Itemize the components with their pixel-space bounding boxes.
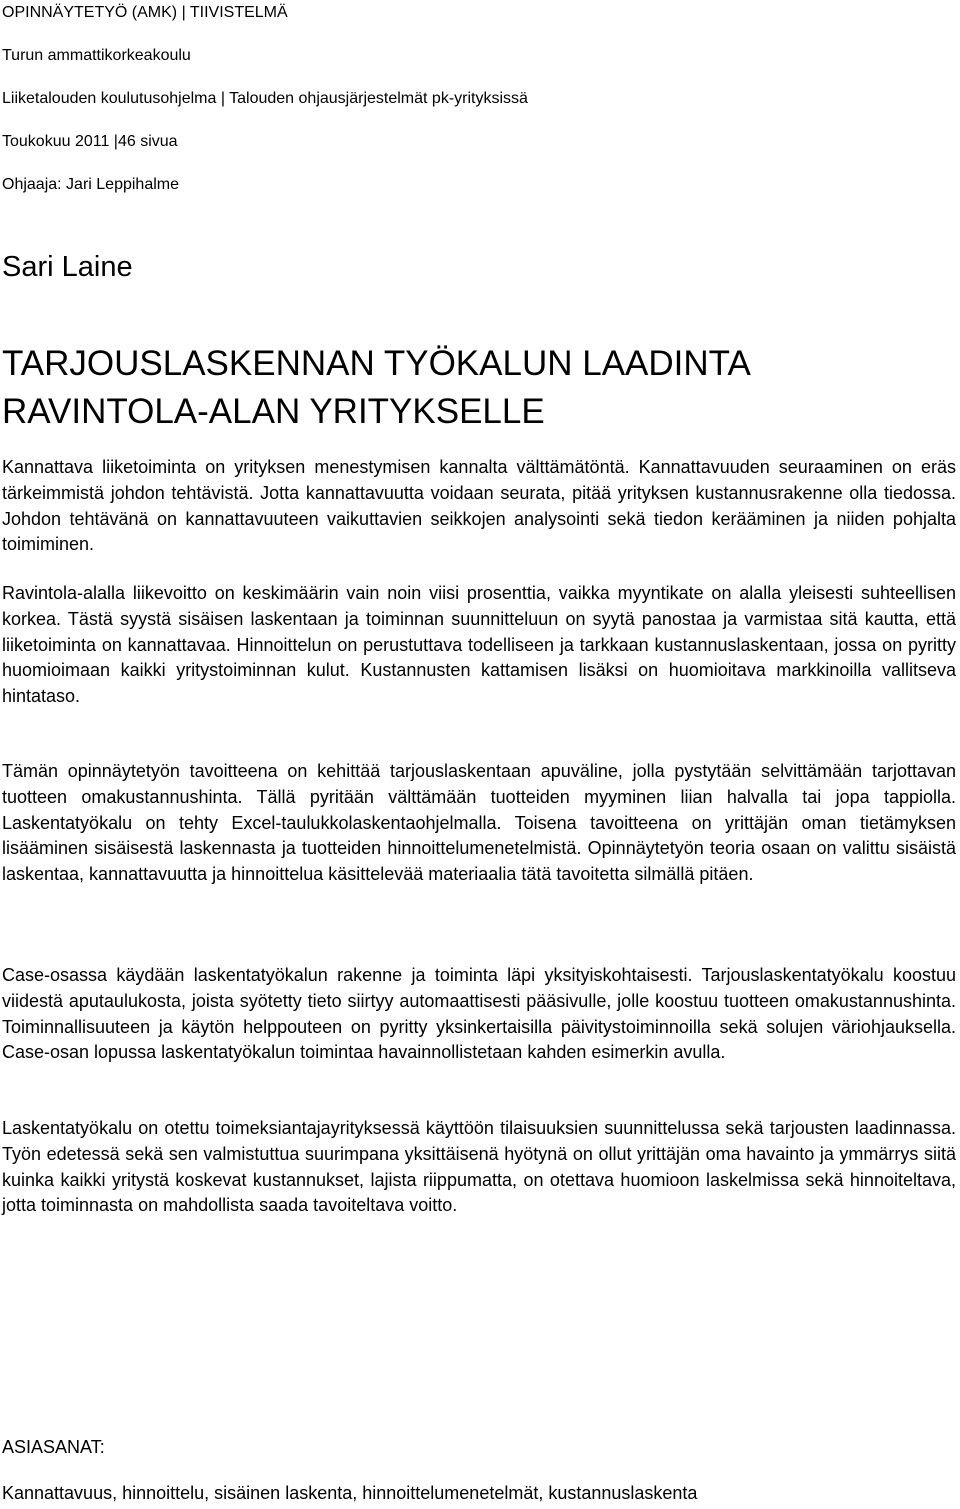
author-name: Sari Laine <box>2 251 133 283</box>
abstract-paragraph-2 <box>2 581 956 710</box>
abstract-text: Laskentatyökalu on otettu toimeksiantajayrityksessä käyttöön tilaisuuksien suunnittelussa sekä tarjousten laadinnassa. Työn edetessä sekä sen valmistuttua suurimpana yksittäisenä hyötynä on ollut yrittäjän oma havainto ja ymmärrys siitä kuinka kaikki yritystä koskevat kustannukset, lajista riippumatta, on otettava huomioon laskelmissa sekä hinnoiteltava, jotta toiminnasta on mahdollista saada tavoiteltava voitto. <box>2 1118 956 1216</box>
keywords-list: Kannattavuus, hinnoittelu, sisäinen laskenta, hinnoittelumenetelmät, kustannuslaskenta <box>2 1483 698 1503</box>
date-and-pages: Toukokuu 2011 |46 sivua <box>2 133 178 150</box>
abstract-paragraph-5 <box>2 1116 956 1219</box>
supervisor: Ohjaaja: Jari Leppihalme <box>2 176 179 193</box>
abstract-text: Case-osassa käydään laskentatyökalun rakenne ja toiminta läpi yksityiskohtaisesti. Tarjouslaskentatyökalu koostuu viidestä aputaulukosta, joista syötetty tieto siirtyy automaattisesti pääsivulle, jolle koostuu tuotteen omakustannushinta. Toiminnallisuuteen ja käytön helppouteen on pyritty yksinkertaisilla päivitystoiminnoilla sekä solujen väriohjauksella. Case-osan lopussa laskentatyökalun toimintaa havainnollistetaan kahden esimerkin avulla. <box>2 965 956 1063</box>
abstract-text: Kannattava liiketoiminta on yrityksen menestymisen kannalta välttämätöntä. Kannattavuuden seuraaminen on eräs tärkeimmistä johdon tehtävistä. Jotta kannattavuutta voidaan seurata, pitää yrityksen kustannusrakenne olla tiedossa. Johdon tehtävänä on kannattavuuteen vaikuttavien seikkojen analysointi sekä tiedon kerääminen ja niiden pohjalta toimiminen. <box>2 457 956 555</box>
abstract-paragraph-4 <box>2 963 956 1066</box>
abstract-text: Tämän opinnäytetyön tavoitteena on kehittää tarjouslaskentaan apuväline, jolla pystytään selvittämään tarjottavan tuotteen omakustannushinta. Tällä pyritään välttämään tuotteiden myyminen liian halvalla tai jopa tappiolla. Laskentatyökalu on tehty Excel-taulukkolaskentaohjelmalla. Toisena tavoitteena on yrittäjän oman tietämyksen lisääminen sisäisestä laskennasta ja tuotteiden hinnoittelumenetelmistä. Opinnäytetyön teoria osaan on valittu sisäistä laskentaa, kannattavuutta ja hinnoittelua käsittelevää materiaalia tätä tavoitetta silmällä pitäen. <box>2 761 956 885</box>
degree-programme: Liiketalouden koulutusohjelma | Talouden ohjausjärjestelmät pk-yrityksissä <box>2 90 528 107</box>
abstract-paragraph-3 <box>2 759 956 888</box>
document-type: OPINNÄYTETYÖ (AMK) | TIIVISTELMÄ <box>2 4 288 21</box>
institution: Turun ammattikorkeakoulu <box>2 47 191 64</box>
keywords-heading: ASIASANAT: <box>2 1437 105 1457</box>
abstract-text: Ravintola-alalla liikevoitto on keskimäärin vain noin viisi prosenttia, vaikka myyntikate on alalla yleisesti suhteellisen korkea. Tästä syystä sisäisen laskentaan ja toiminnan suunnitteluun on syytä panostaa ja varmistaa sitä kautta, että liiketoiminta on kannattavaa. Hinnoittelun on perustuttava todelliseen ja tarkkaan kustannuslaskentaan, jossa on pyritty huomioimaan kaikki yritystoiminnan kulut. Kustannusten kattamisen lisäksi on huomioitava markkinoilla vallitseva hintataso. <box>2 583 956 707</box>
thesis-title-line-1: TARJOUSLASKENNAN TYÖKALUN LAADINTA <box>2 344 751 383</box>
thesis-title-line-2: RAVINTOLA-ALAN YRITYKSELLE <box>2 392 545 431</box>
thesis-title <box>2 340 751 436</box>
abstract-paragraph-1 <box>2 455 956 558</box>
